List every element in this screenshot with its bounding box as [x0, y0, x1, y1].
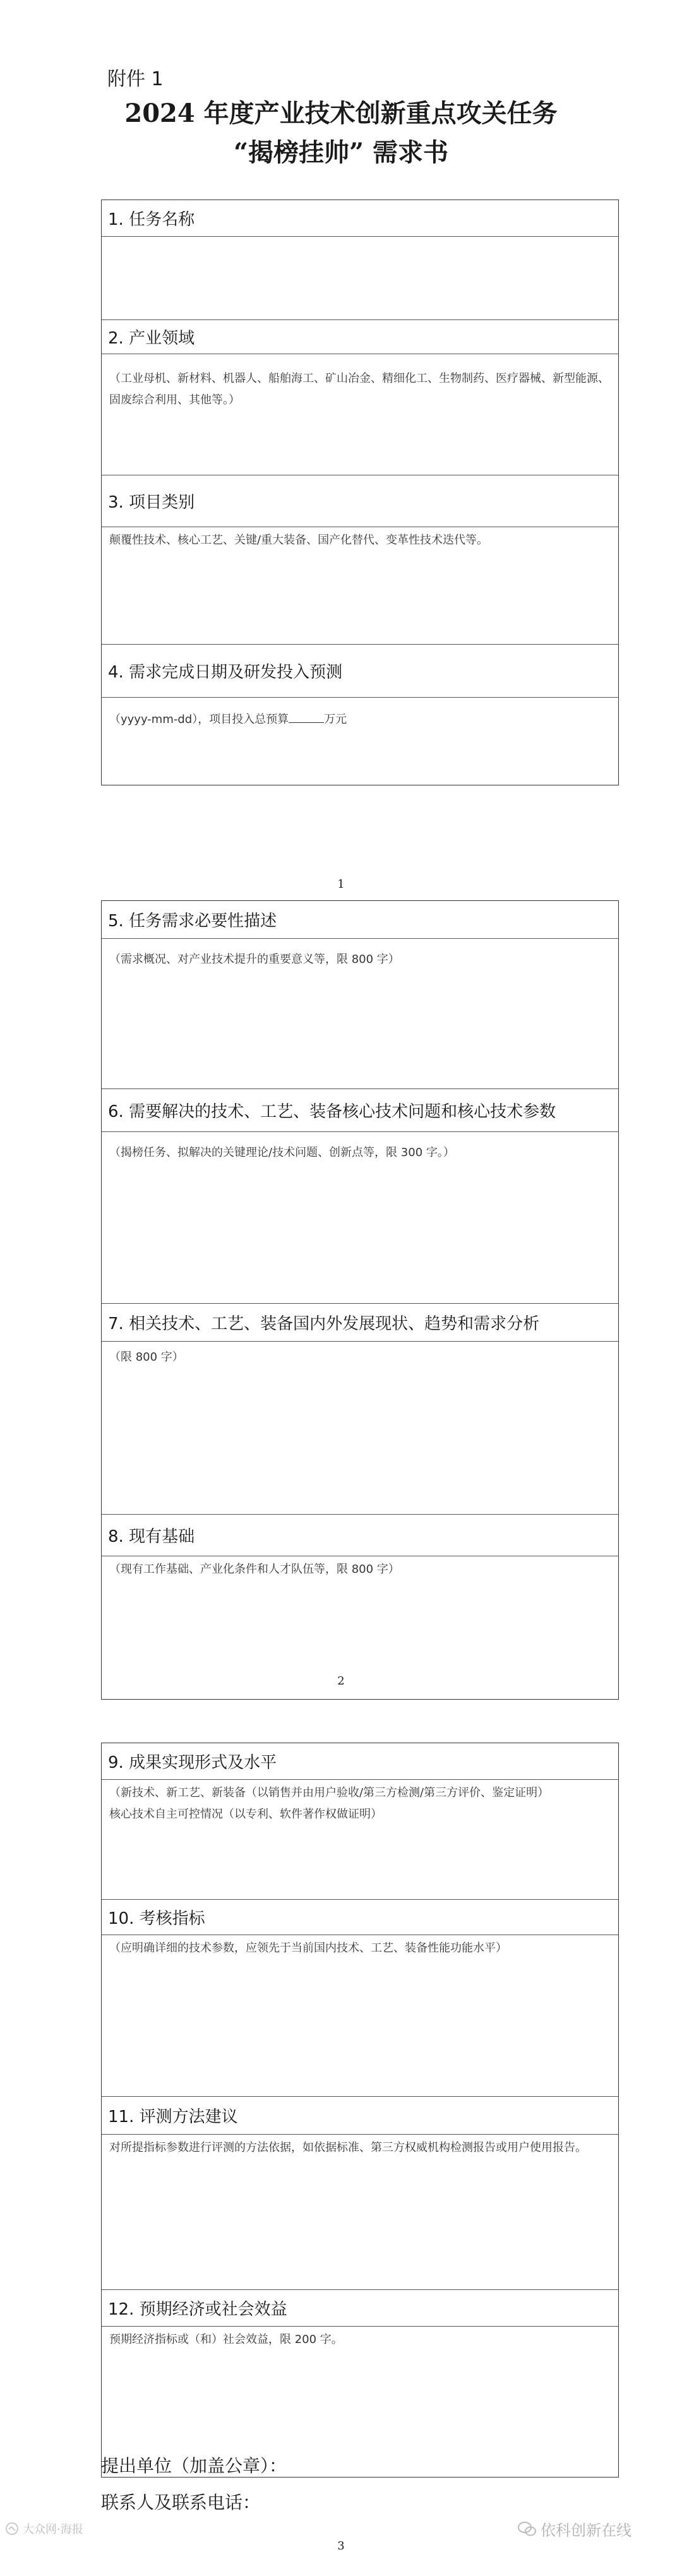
page-number: 2	[337, 1674, 345, 1688]
section-heading: 11. 评测方法建议	[102, 2097, 618, 2135]
date-budget-prefix: （yyyy-mm-dd），项目投入总预算	[109, 713, 289, 726]
results-form-line-2: 核心技术自主可控情况（以专利、软件著作权做证明）	[109, 1808, 382, 1822]
section-heading: 6. 需要解决的技术、工艺、装备核心技术问题和核心技术参数	[102, 1089, 618, 1132]
document-subtitle: “揭榜挂帅” 需求书	[234, 138, 448, 167]
form-table-page-3	[101, 1743, 619, 2478]
section-heading: 4. 需求完成日期及研发投入预测	[102, 645, 618, 698]
section-heading: 5. 任务需求必要性描述	[102, 901, 618, 939]
development-status-field[interactable]: （限 800 字）	[102, 1342, 618, 1515]
watermark-right-text: 依科创新在线	[541, 2522, 631, 2539]
section-heading: 2. 产业领域	[102, 320, 618, 354]
date-budget-suffix: 万元	[324, 713, 347, 726]
project-category-field[interactable]: 颠覆性技术、核心工艺、关键/重大装备、国产化替代、变革性技术迭代等。	[102, 527, 618, 645]
section-heading: 10. 考核指标	[102, 1900, 618, 1935]
submitter-label: 提出单位（加盖公章）：	[101, 2455, 287, 2476]
assessment-indicators-field[interactable]: （应明确详细的技术参数，应领先于当前国内技术、工艺、装备性能功能水平）	[102, 1935, 618, 2097]
attachment-label: 附件 1	[107, 68, 164, 90]
necessity-field[interactable]: （需求概况、对产业技术提升的重要意义等，限 800 字）	[102, 939, 618, 1089]
section-heading: 7. 相关技术、工艺、装备国内外发展现状、趋势和需求分析	[102, 1304, 618, 1342]
watermark-right	[518, 2518, 631, 2541]
form-table-page-2	[101, 900, 619, 1700]
document-title: 2024 年度产业技术创新重点攻关任务	[124, 98, 558, 128]
watermark-left	[5, 2520, 83, 2539]
section-heading: 12. 预期经济或社会效益	[102, 2290, 618, 2327]
results-form-field[interactable]	[102, 1780, 618, 1900]
expected-benefits-field[interactable]: 预期经济指标或（和）社会效益，限 200 字。	[109, 2333, 343, 2346]
task-name-field[interactable]	[102, 237, 618, 320]
existing-foundation-field[interactable]: （现有工作基础、产业化条件和人才队伍等，限 800 字）	[109, 1563, 400, 1576]
page-number: 1	[337, 878, 345, 891]
section-heading: 9. 成果实现形式及水平	[102, 1743, 618, 1780]
section-heading: 8. 现有基础	[102, 1515, 618, 1556]
evaluation-method-field[interactable]: 对所提指标参数进行评测的方法依据，如依据标准、第三方权威机构检测报告或用户使用报告。	[102, 2135, 618, 2290]
contact-label: 联系人及联系电话：	[101, 2492, 261, 2513]
form-table-page-1	[101, 200, 619, 785]
watermark-left-text: 大众网·海报	[23, 2523, 83, 2536]
section-heading: 1. 任务名称	[102, 200, 618, 237]
section-heading: 3. 项目类别	[102, 475, 618, 527]
logo-icon	[5, 2522, 19, 2539]
completion-date-budget-field[interactable]	[102, 698, 618, 785]
results-form-line-1: （新技术、新工艺、新装备（以销售并由用户验收/第三方检测/第三方评价、鉴定证明）	[109, 1786, 549, 1799]
budget-blank[interactable]	[289, 711, 324, 723]
wechat-icon	[518, 2521, 537, 2541]
page-number: 3	[337, 2539, 345, 2553]
industry-field[interactable]: （工业母机、新材料、机器人、船舶海工、矿山冶金、精细化工、生物制药、医疗器械、新型能源、固废综合利用、其他等。）	[102, 354, 618, 475]
core-technology-field[interactable]: （揭榜任务、拟解决的关键理论/技术问题、创新点等，限 300 字。）	[102, 1132, 618, 1304]
